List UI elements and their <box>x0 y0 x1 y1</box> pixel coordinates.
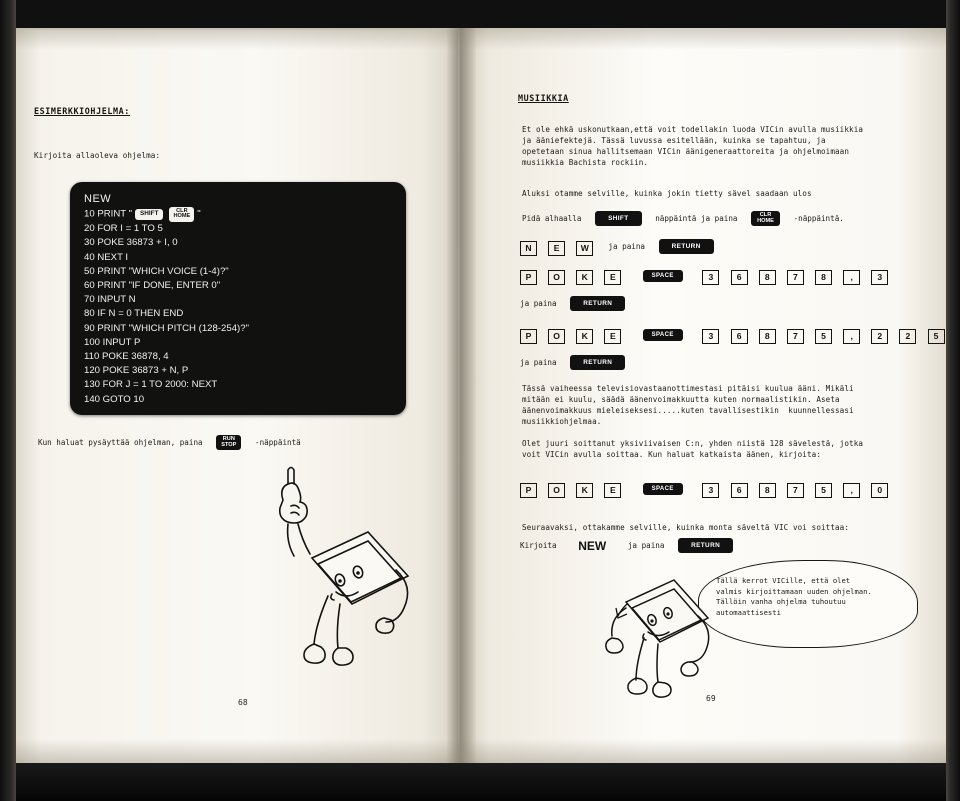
listing-line-10-text: 10 PRINT " <box>84 208 133 220</box>
char-box: 3 <box>871 270 888 285</box>
seq2-after-text: ja paina <box>520 299 557 308</box>
photo-edge-left <box>0 0 16 801</box>
char-box: K <box>576 329 593 344</box>
space-key: SPACE <box>643 329 683 341</box>
right-paragraph-4: Olet juuri soittanut yksiviivaisen C:n, yhden niistä 128 sävelestä, jotka voit VICin avulla soittaa. Kun haluat katkaista äänen, kirjoita: <box>522 439 864 459</box>
char-box: O <box>548 270 565 285</box>
run-stop-post-text: -näppäintä <box>255 438 301 447</box>
hold-post-text: -näppäintä. <box>793 214 844 223</box>
sequence-poke-36875-225-return <box>520 352 625 371</box>
left-page-intro: Kirjoita allaoleva ohjelma: <box>34 151 161 160</box>
run-stop-key <box>216 435 241 450</box>
clr-home-key <box>751 211 780 226</box>
new-word: NEW <box>578 538 607 553</box>
char-box: 6 <box>731 329 748 344</box>
right-paragraph-2: Aluksi otamme selville, kuinka jokin tietty sävel saadaan ulos <box>522 189 812 198</box>
char-box: , <box>843 270 860 285</box>
program-listing <box>70 182 406 415</box>
char-box: 8 <box>815 270 832 285</box>
listing-line-70: 70 INPUT N <box>84 294 136 306</box>
listing-line-90: 90 PRINT "WHICH PITCH (128-254)?" <box>84 322 249 334</box>
char-box: 8 <box>759 329 776 344</box>
clr-home-key-inline <box>169 207 194 221</box>
right-paragraph-3: Tässä vaiheessa televisiovastaanottimestasi pitäisi kuulua ääni. Mikäli mitään ei kuulu, säädä äänenvoimakkuutta kuten normaalistikin. Aseta äänenvoimakkuus mieleiseksesi.....kuten tavallisestikin kuunnellessasi musiikkiohjelmaa. <box>522 384 854 426</box>
space-key: SPACE <box>643 483 683 495</box>
char-box: , <box>843 483 860 498</box>
listing-line-new: NEW <box>84 193 112 205</box>
char-box: 7 <box>787 483 804 498</box>
return-key: RETURN <box>678 538 733 553</box>
char-box: 2 <box>899 329 916 344</box>
char-box: E <box>604 270 621 285</box>
sequence-new <box>520 236 714 256</box>
clr-label: CLR <box>176 207 188 214</box>
listing-line-10 <box>84 207 394 222</box>
space-key: SPACE <box>643 270 683 282</box>
char-box: P <box>520 483 537 498</box>
char-box: N <box>520 241 537 256</box>
char-box: 0 <box>871 483 888 498</box>
run-stop-pre-text: Kun haluat pysäyttää ohjelman, paina <box>38 438 203 447</box>
sequence-poke-36875-0 <box>520 478 890 498</box>
seq1-after-text: ja paina <box>608 242 645 251</box>
shift-key: SHIFT <box>595 211 641 226</box>
write-mid-text: ja paina <box>627 541 665 550</box>
sequence-poke-36878-return <box>520 293 625 312</box>
run-label: RUN <box>222 435 235 442</box>
cassette-mascot-pointing-icon <box>228 466 418 686</box>
photo-edge-right <box>946 0 960 801</box>
char-box: P <box>520 329 537 344</box>
listing-line-110: 110 POKE 36878, 4 <box>84 350 169 362</box>
char-box: 7 <box>787 329 804 344</box>
left-page-heading: ESIMERKKIOHJELMA: <box>34 106 130 116</box>
clr-label-right: CLR <box>759 211 772 218</box>
hold-pre-text: Pidä alhaalla <box>522 214 582 223</box>
char-box: O <box>548 483 565 498</box>
stop-label: STOP <box>221 441 237 448</box>
char-box: 3 <box>702 483 719 498</box>
right-page-number: 69 <box>706 694 716 703</box>
sequence-poke-36875-225 <box>520 324 946 344</box>
hold-mid-text: näppäintä ja paina <box>655 214 738 223</box>
char-box: K <box>576 483 593 498</box>
right-page-heading: MUSIIKKIA <box>518 93 569 103</box>
char-box: 5 <box>928 329 945 344</box>
right-paragraph-5: Seuraavaksi, ottakamme selville, kuinka monta säveltä VIC voi soittaa: <box>522 523 850 532</box>
shift-key-inline: SHIFT <box>135 209 163 220</box>
sequence-poke-36878 <box>520 265 890 285</box>
char-box: P <box>520 270 537 285</box>
char-box: K <box>576 270 593 285</box>
home-label-right: HOME <box>757 217 774 224</box>
char-box: 5 <box>815 329 832 344</box>
char-box: 6 <box>731 483 748 498</box>
book-gutter <box>446 24 476 769</box>
char-box: 3 <box>702 270 719 285</box>
listing-line-40: 40 NEXT I <box>84 251 129 263</box>
listing-line-140: 140 GOTO 10 <box>84 393 145 405</box>
return-key: RETURN <box>570 355 625 370</box>
seq3-after-text: ja paina <box>520 358 557 367</box>
char-box: E <box>604 483 621 498</box>
home-label: HOME <box>173 213 191 220</box>
write-pre-text: Kirjoita <box>520 541 557 550</box>
speech-bubble-text: Tällä kerrot VICille, että olet valmis kirjoittamaan uuden ohjelman. Tällöin vanha ohjelma tuhoutuu automaattisesti <box>716 576 872 617</box>
char-box: 8 <box>759 483 776 498</box>
left-page-number: 68 <box>238 698 248 707</box>
listing-line-130: 130 FOR J = 1 TO 2000: NEXT <box>84 379 218 391</box>
listing-line-30: 30 POKE 36873 + I, 0 <box>84 237 178 249</box>
char-box: E <box>548 241 565 256</box>
run-stop-instruction <box>38 432 305 451</box>
cassette-mascot-icon <box>592 568 742 708</box>
listing-line-20: 20 FOR I = 1 TO 5 <box>84 223 163 235</box>
char-box: 6 <box>731 270 748 285</box>
char-box: O <box>548 329 565 344</box>
return-key: RETURN <box>570 296 625 311</box>
listing-line-80: 80 IF N = 0 THEN END <box>84 308 184 320</box>
char-box: 5 <box>815 483 832 498</box>
char-box: E <box>604 329 621 344</box>
char-box: , <box>843 329 860 344</box>
char-box: 7 <box>787 270 804 285</box>
listing-line-100: 100 INPUT P <box>84 336 141 348</box>
char-box: 2 <box>871 329 888 344</box>
right-paragraph-1: Et ole ehkä uskonutkaan,että voit todellakin luoda VICin avulla musiikkia ja ääniefektejä. Tässä luvussa esitellään, kuinka se tapahtuu, ja opetetaan sinua hallitsemaan VICin äänigeneraattoreita ja ohjelmoimaan musiikkia Bachista rockiin. <box>522 125 864 167</box>
char-box: 8 <box>759 270 776 285</box>
char-box: 3 <box>702 329 719 344</box>
char-box: W <box>576 241 593 256</box>
photo-edge-bottom <box>0 763 960 801</box>
listing-line-60: 60 PRINT "IF DONE, ENTER 0" <box>84 279 221 291</box>
photo-edge-top <box>0 0 960 28</box>
hold-keys-instruction <box>522 208 848 227</box>
return-key: RETURN <box>659 239 714 254</box>
listing-quote: " <box>197 208 201 220</box>
listing-line-120: 120 POKE 36873 + N, P <box>84 365 189 377</box>
listing-line-50: 50 PRINT "WHICH VOICE (1-4)?" <box>84 265 229 277</box>
